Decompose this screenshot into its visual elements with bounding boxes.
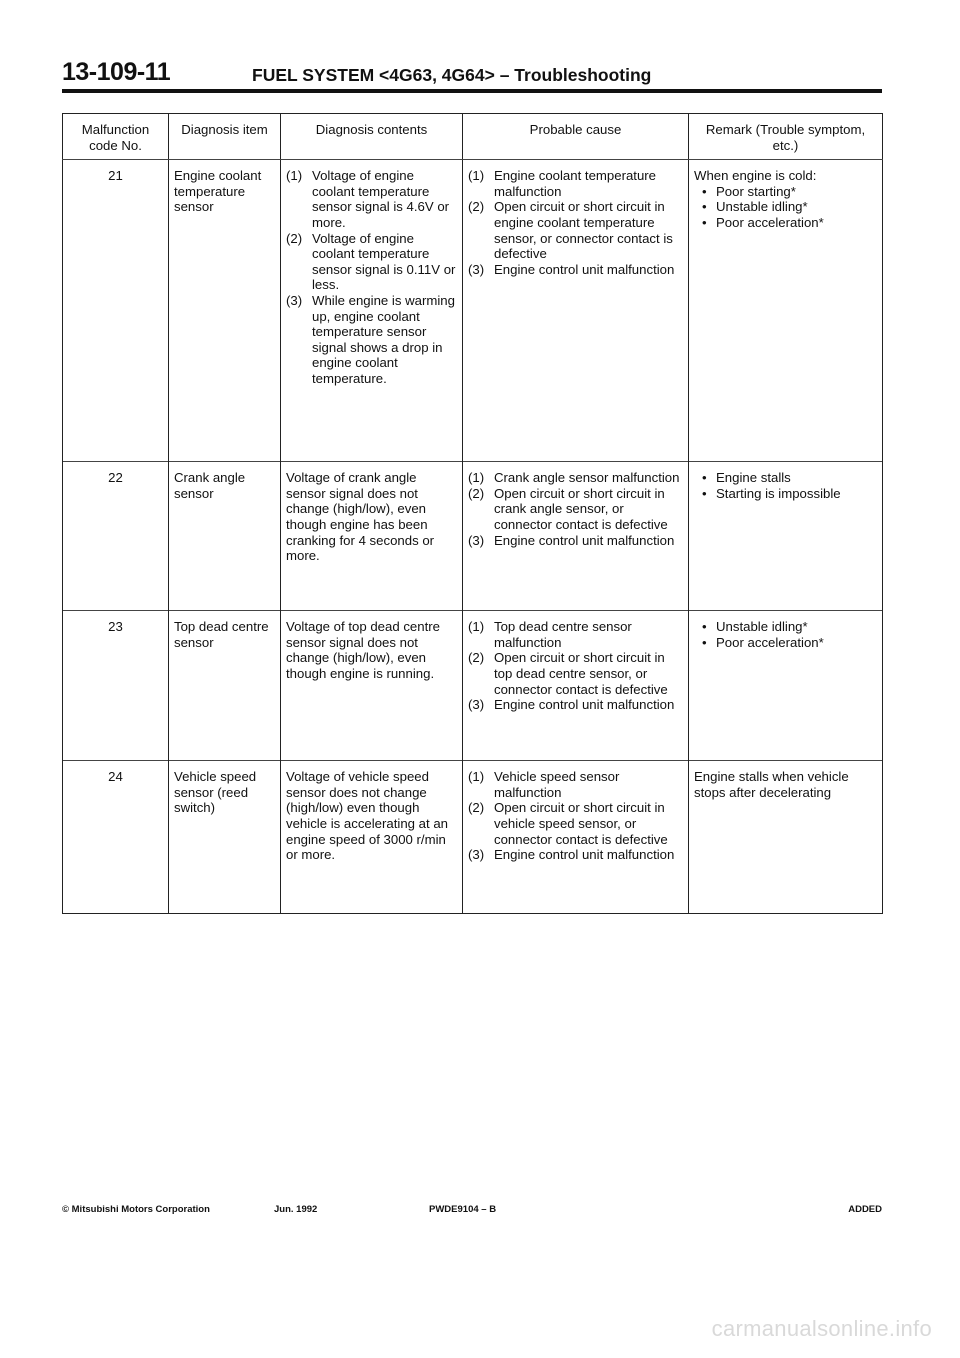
item-number: (2) [468,800,485,816]
column-header-cause [463,114,689,160]
item-text: Poor acceleration* [716,214,824,230]
column-header-label: Remark (Trouble symptom, etc.) [705,122,866,153]
list-item [286,168,457,230]
bullet-icon: • [702,619,707,635]
column-header-contents [281,114,463,160]
list-item [468,769,683,800]
column-header-item [169,114,281,160]
item-number: (2) [286,230,303,246]
item-text: Engine control unit malfunction [494,697,675,713]
item-text: Engine control unit malfunction [494,532,675,548]
item-text: Engine stalls [716,470,791,486]
list-item [468,650,683,697]
item-number: (1) [286,168,303,184]
diagnosis-item: Top dead centre sensor [169,611,281,761]
column-header-remark [689,114,883,160]
diagnosis-item: Crank angle sensor [169,462,281,611]
table-header-row [63,114,883,160]
malfunction-code: 22 [63,462,169,611]
remark [689,611,883,761]
list-item [286,231,457,293]
remark [689,462,883,611]
list-item [694,215,877,231]
list-item [694,199,877,215]
item-number: (2) [468,650,485,666]
item-number: (2) [468,199,485,215]
table-row [63,160,883,462]
probable-cause [463,462,689,611]
remark-list [694,184,877,231]
item-number: (3) [286,292,303,308]
table-row [63,611,883,761]
item-text: Vehicle speed sensor malfunction [494,769,620,800]
list-item [468,262,683,278]
probable-cause [463,611,689,761]
item-text: Poor starting* [716,183,796,199]
item-text: Engine coolant temperature malfunction [494,168,657,199]
list-item [468,168,683,199]
column-header-label: Probable cause [529,122,622,137]
item-number: (3) [468,697,485,713]
cause-list [468,168,683,277]
header-rule [62,89,882,93]
list-item [694,635,877,651]
list-item [468,199,683,261]
list-item [468,619,683,650]
bullet-icon: • [702,199,707,215]
remark-list [694,470,877,501]
copyright-text: © Mitsubishi Motors Corporation [62,1204,210,1215]
item-text: Unstable idling* [716,619,808,635]
status-label: ADDED [848,1204,882,1215]
list-item [286,293,457,387]
column-header-label: Malfunction code No. [81,122,150,153]
diagnosis-contents [281,160,463,462]
list-item [694,184,877,200]
list-item [694,470,877,486]
item-text: Starting is impossible [716,485,841,501]
document-code: PWDE9104 – B [429,1204,497,1215]
page-footer [62,1204,882,1220]
column-header-label: Diagnosis item [181,122,268,137]
list-item [468,847,683,863]
diagnosis-contents: Voltage of crank angle sensor signal does not change (high/low), even though engine has been cranking for 4 seconds or more. [281,462,463,611]
malfunction-code: 24 [63,761,169,914]
item-text: While engine is warming up, engine coolant temperature sensor signal shows a drop in engine coolant temperature. [312,292,455,386]
list-item [468,697,683,713]
list-item [694,619,877,635]
item-text: Poor acceleration* [716,634,824,650]
item-number: (3) [468,261,485,277]
item-text: Open circuit or short circuit in top dead centre sensor, or connector contact is defective [494,650,668,697]
item-number: (1) [468,769,485,785]
item-number: (1) [468,619,485,635]
cause-list [468,619,683,713]
issue-date: Jun. 1992 [274,1204,318,1215]
bullet-icon: • [702,470,707,486]
item-text: Open circuit or short circuit in engine coolant temperature sensor, or connector contact is defective [494,199,673,262]
list-item [694,486,877,502]
item-number: (3) [468,532,485,548]
item-text: Engine control unit malfunction [494,261,675,277]
table-row [63,761,883,914]
diagnosis-contents: Voltage of vehicle speed sensor does not change (high/low) even though vehicle is accelerating at an engine speed of 3000 r/min or more. [281,761,463,914]
page-number: 13-109-11 [62,58,171,86]
item-number: (1) [468,470,485,486]
remark-list [694,619,877,650]
watermark: carmanualsonline.info [711,1316,932,1341]
item-number: (1) [468,168,485,184]
item-number: (2) [468,485,485,501]
diagnosis-table [62,113,883,914]
diagnosis-contents: Voltage of top dead centre sensor signal does not change (high/low), even though engine is running. [281,611,463,761]
malfunction-code: 21 [63,160,169,462]
list-item [468,470,683,486]
remark-intro: When engine is cold: [694,168,817,184]
item-text: Unstable idling* [716,199,808,215]
remark: Engine stalls when vehicle stops after decelerating [689,761,883,914]
probable-cause [463,160,689,462]
bullet-icon: • [702,634,707,650]
bullet-icon: • [702,485,707,501]
diagnosis-item: Engine coolant temperature sensor [169,160,281,462]
page-header [62,58,882,94]
item-number: (3) [468,847,485,863]
item-text: Crank angle sensor malfunction [494,470,680,486]
column-header-label: Diagnosis contents [315,122,428,137]
page-title: FUEL SYSTEM <4G63, 4G64> – Troubleshooting [252,65,652,85]
malfunction-code: 23 [63,611,169,761]
item-text: Top dead centre sensor malfunction [494,619,632,650]
contents-list [286,168,457,386]
item-text: Open circuit or short circuit in vehicle speed sensor, or connector contact is defective [494,800,668,847]
diagnosis-item: Vehicle speed sensor (reed switch) [169,761,281,914]
list-item [468,800,683,847]
item-text: Engine control unit malfunction [494,847,675,863]
item-text: Voltage of engine coolant temperature sensor signal is 4.6V or more. [312,168,450,230]
probable-cause [463,761,689,914]
remark [689,160,883,462]
column-header-code [63,114,169,160]
cause-list [468,470,683,548]
item-text: Open circuit or short circuit in crank angle sensor, or connector contact is defective [494,485,668,532]
bullet-icon: • [702,183,707,199]
bullet-icon: • [702,214,707,230]
item-text: Voltage of engine coolant temperature sensor signal is 0.11V or less. [312,230,456,293]
list-item [468,533,683,549]
cause-list [468,769,683,863]
list-item [468,486,683,533]
table-row [63,462,883,611]
